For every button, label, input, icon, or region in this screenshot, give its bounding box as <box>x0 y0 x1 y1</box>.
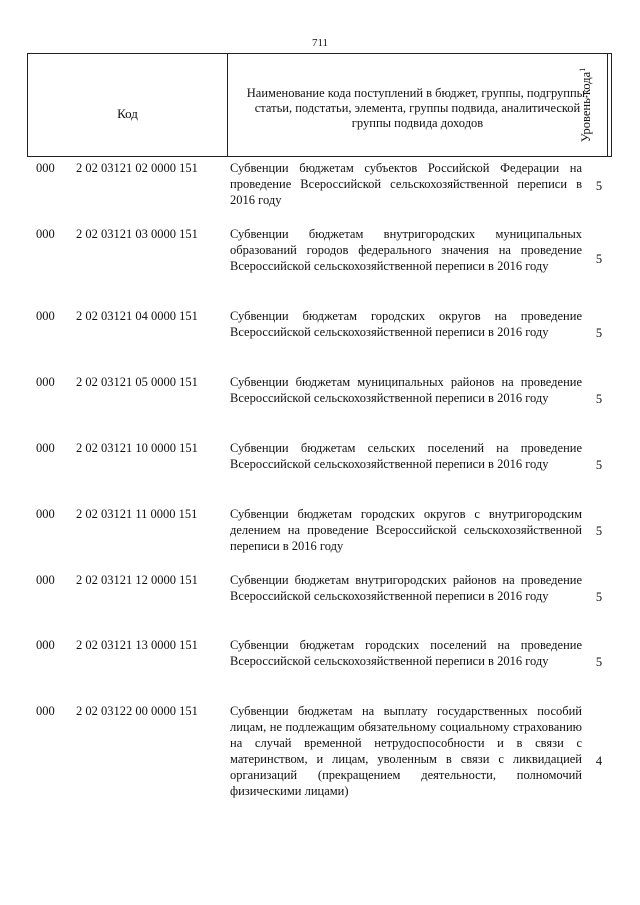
header-level <box>562 55 610 155</box>
row-level: 5 <box>595 524 603 538</box>
row-prefix: 000 <box>36 573 55 587</box>
row-description: Субвенции бюджетам внутригородских районов на проведение Всероссийской сельскохозяйственной переписи в 2016 году <box>230 573 582 603</box>
header-code: Код <box>28 54 228 156</box>
row-code: 2 02 03121 02 0000 151 <box>76 161 198 175</box>
row-prefix: 000 <box>36 704 55 718</box>
row-level: 4 <box>595 754 603 768</box>
header-level-footnote: 1 <box>577 67 587 72</box>
row-code: 2 02 03122 00 0000 151 <box>76 704 198 718</box>
row-prefix: 000 <box>36 638 55 652</box>
header-level-label: Уровень кода <box>579 71 594 143</box>
row-level: 5 <box>595 655 603 669</box>
row-prefix: 000 <box>36 507 55 521</box>
row-prefix: 000 <box>36 441 55 455</box>
row-prefix: 000 <box>36 375 55 389</box>
row-code: 2 02 03121 05 0000 151 <box>76 375 198 389</box>
row-description: Субвенции бюджетам городских округов на проведение Всероссийской сельскохозяйственной переписи в 2016 году <box>230 309 582 339</box>
row-level: 5 <box>595 326 603 340</box>
header-name: Наименование кода поступлений в бюджет, группы, подгруппы, статьи, подстатьи, элемента, группы подвида, аналитической группы подвида доходов <box>228 54 608 156</box>
row-description: Субвенции бюджетам субъектов Российской Федерации на проведение Всероссийской сельскохозяйственной переписи в 2016 году <box>230 161 582 207</box>
row-prefix: 000 <box>36 227 55 241</box>
row-description: Субвенции бюджетам городских поселений на проведение Всероссийской сельскохозяйственной переписи в 2016 году <box>230 638 582 668</box>
row-description: Субвенции бюджетам городских округов с внутригородским делением на проведение Всероссийской сельскохозяйственной переписи в 2016 году <box>230 507 582 553</box>
row-description: Субвенции бюджетам муниципальных районов на проведение Всероссийской сельскохозяйственной переписи в 2016 году <box>230 375 582 405</box>
table-header <box>27 53 612 157</box>
row-code: 2 02 03121 12 0000 151 <box>76 573 198 587</box>
row-level: 5 <box>595 590 603 604</box>
row-code: 2 02 03121 13 0000 151 <box>76 638 198 652</box>
row-level: 5 <box>595 252 603 266</box>
row-code: 2 02 03121 11 0000 151 <box>76 507 198 521</box>
row-level: 5 <box>595 392 603 406</box>
row-level: 5 <box>595 458 603 472</box>
row-level: 5 <box>595 179 603 193</box>
row-code: 2 02 03121 03 0000 151 <box>76 227 198 241</box>
page-number: 711 <box>311 37 329 49</box>
row-prefix: 000 <box>36 309 55 323</box>
row-prefix: 000 <box>36 161 55 175</box>
row-code: 2 02 03121 04 0000 151 <box>76 309 198 323</box>
row-code: 2 02 03121 10 0000 151 <box>76 441 198 455</box>
row-description: Субвенции бюджетам внутригородских муниципальных образований городов федерального значения на проведение Всероссийской сельскохозяйственной переписи в 2016 году <box>230 227 582 273</box>
row-description: Субвенции бюджетам сельских поселений на проведение Всероссийской сельскохозяйственной переписи в 2016 году <box>230 441 582 471</box>
row-description: Субвенции бюджетам на выплату государственных пособий лицам, не подлежащим обязательному социальному страхованию на случай временной нетрудоспособности и в связи с материнством, и лицам, уволенным в связи с ликвидацией организаций (прекращением деятельности, полномочий физическими лицами) <box>230 704 582 798</box>
